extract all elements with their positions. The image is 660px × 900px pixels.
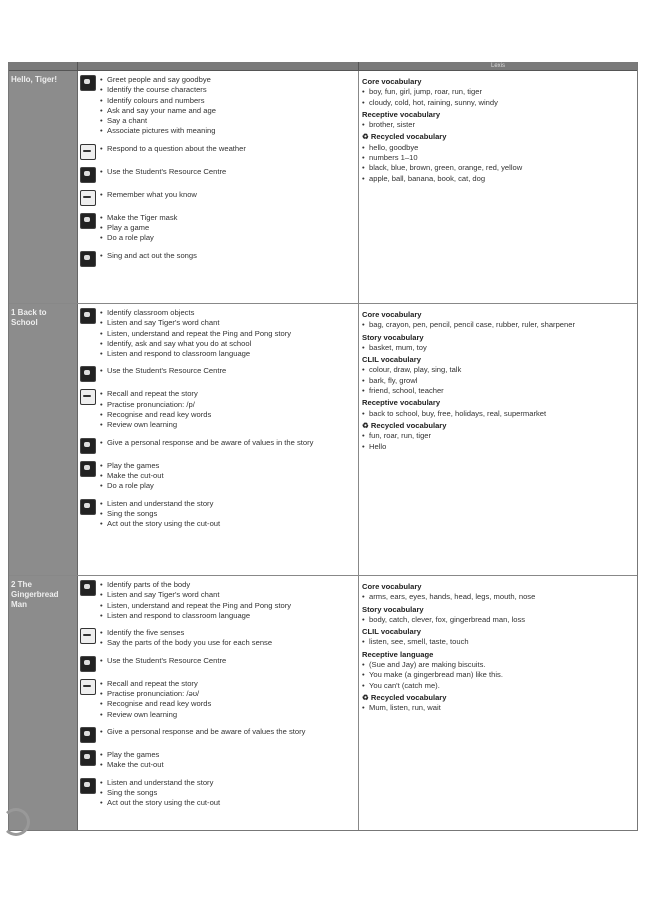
craft-icon bbox=[80, 750, 96, 766]
unit-row bbox=[9, 71, 637, 304]
vocab-item: • apple, ball, banana, book, cat, dog bbox=[362, 174, 634, 184]
objective-item: • Remember what you know bbox=[100, 190, 197, 200]
song-icon bbox=[80, 499, 96, 515]
vocabulary-cell bbox=[359, 304, 637, 575]
objective-item: • Do a role play bbox=[100, 481, 164, 491]
song-icon bbox=[80, 778, 96, 794]
vocab-heading: Receptive vocabulary bbox=[362, 398, 441, 408]
speech-icon bbox=[80, 580, 96, 596]
vocabulary-cell bbox=[359, 576, 637, 830]
vocab-item: • Mum, listen, run, wait bbox=[362, 703, 634, 713]
vocab-item: • cloudy, cold, hot, raining, sunny, windy bbox=[362, 98, 634, 108]
unit-title: 1 Back to School bbox=[9, 304, 78, 575]
objective-item: • Sing the songs bbox=[100, 788, 220, 798]
weather-icon bbox=[80, 144, 96, 160]
objective-group bbox=[80, 389, 356, 430]
objective-group bbox=[80, 190, 356, 206]
objective-item: • Do a role play bbox=[100, 233, 177, 243]
vocab-item: • boy, fun, girl, jump, roar, run, tiger bbox=[362, 87, 634, 97]
objective-item: • Play the games bbox=[100, 750, 164, 760]
craft-icon bbox=[80, 213, 96, 229]
objective-item: • Sing and act out the songs bbox=[100, 251, 197, 261]
vocab-item: • You can't (catch me). bbox=[362, 681, 634, 691]
objective-group bbox=[80, 75, 356, 137]
objective-item: • Make the cut-out bbox=[100, 760, 164, 770]
objective-item: • Give a personal response and be aware of values the story bbox=[100, 727, 305, 737]
vocab-item: • brother, sister bbox=[362, 120, 634, 130]
objective-group bbox=[80, 679, 356, 720]
objective-item: • Act out the story using the cut-out bbox=[100, 519, 220, 529]
objective-group bbox=[80, 251, 356, 267]
vocab-item: • Hello bbox=[362, 442, 634, 452]
senses-icon bbox=[80, 628, 96, 644]
objectives-cell bbox=[78, 576, 359, 830]
vocab-item: • back to school, buy, free, holidays, real, supermarket bbox=[362, 409, 634, 419]
vocab-item: • colour, draw, play, sing, talk bbox=[362, 365, 634, 375]
objective-item: • Practise pronunciation: /p/ bbox=[100, 400, 211, 410]
unit-title: 2 The Gingerbread Man bbox=[9, 576, 78, 830]
objective-item: • Act out the story using the cut-out bbox=[100, 798, 220, 808]
objective-group bbox=[80, 750, 356, 771]
unit-row bbox=[9, 304, 637, 576]
objective-item: • Respond to a question about the weather bbox=[100, 144, 246, 154]
objective-item: • Ask and say your name and age bbox=[100, 106, 216, 116]
objective-item: • Listen, understand and repeat the Ping and Pong story bbox=[100, 601, 291, 611]
vocabulary-cell bbox=[359, 71, 637, 303]
resource-centre-icon bbox=[80, 167, 96, 183]
vocab-item: • bag, crayon, pen, pencil, pencil case, rubber, ruler, sharpener bbox=[362, 320, 634, 330]
recycle-icon: ♻ bbox=[362, 420, 371, 430]
vocab-heading: CLIL vocabulary bbox=[362, 627, 421, 637]
objective-item: • Play the games bbox=[100, 461, 164, 471]
song-icon bbox=[80, 251, 96, 267]
objective-group bbox=[80, 778, 356, 809]
vocab-heading: Recycled vocabulary bbox=[370, 132, 447, 142]
objective-group bbox=[80, 144, 356, 160]
objective-item: • Recall and repeat the story bbox=[100, 389, 211, 399]
resource-centre-icon bbox=[80, 366, 96, 382]
vocab-heading: CLIL vocabulary bbox=[362, 355, 421, 365]
review-icon bbox=[80, 389, 96, 405]
objective-item: • Say the parts of the body you use for each sense bbox=[100, 638, 272, 648]
objective-item: • Use the Student's Resource Centre bbox=[100, 366, 226, 376]
objective-item: • Listen and respond to classroom language bbox=[100, 349, 291, 359]
vocab-item: • listen, see, smell, taste, touch bbox=[362, 637, 634, 647]
objective-item: • Greet people and say goodbye bbox=[100, 75, 216, 85]
objective-item: • Associate pictures with meaning bbox=[100, 126, 216, 136]
objective-group bbox=[80, 727, 356, 743]
objective-item: • Make the Tiger mask bbox=[100, 213, 177, 223]
objective-group bbox=[80, 366, 356, 382]
resource-centre-icon bbox=[80, 656, 96, 672]
page-logo-icon bbox=[2, 808, 30, 836]
objective-item: • Identify the five senses bbox=[100, 628, 272, 638]
vocab-item: • You make (a gingerbread man) like this. bbox=[362, 670, 634, 680]
objective-item: • Say a chant bbox=[100, 116, 216, 126]
objective-group bbox=[80, 656, 356, 672]
objective-item: • Practise pronunciation: /əʊ/ bbox=[100, 689, 211, 699]
objective-group bbox=[80, 438, 356, 454]
craft-icon bbox=[80, 461, 96, 477]
vocab-item: • bark, fly, growl bbox=[362, 376, 634, 386]
objective-group bbox=[80, 628, 356, 649]
objective-item: • Sing the songs bbox=[100, 509, 220, 519]
objective-group bbox=[80, 308, 356, 359]
objective-item: • Play a game bbox=[100, 223, 177, 233]
objective-item: • Make the cut-out bbox=[100, 471, 164, 481]
objective-item: • Identify parts of the body bbox=[100, 580, 291, 590]
vocab-heading: Story vocabulary bbox=[362, 332, 424, 342]
objective-group bbox=[80, 499, 356, 530]
vocab-item: • black, blue, brown, green, orange, red, yellow bbox=[362, 163, 634, 173]
recycle-icon: ♻ bbox=[362, 132, 371, 142]
unit-row bbox=[9, 576, 637, 830]
header-lexis: Lexis bbox=[490, 63, 505, 69]
speech-icon bbox=[80, 75, 96, 91]
table-header bbox=[9, 62, 637, 71]
objective-item: • Identify, ask and say what you do at school bbox=[100, 339, 291, 349]
vocab-item: • body, catch, clever, fox, gingerbread man, loss bbox=[362, 615, 634, 625]
objective-group bbox=[80, 213, 356, 244]
values-icon bbox=[80, 727, 96, 743]
objective-item: • Give a personal response and be aware of values in the story bbox=[100, 438, 313, 448]
objective-item: • Listen and understand the story bbox=[100, 778, 220, 788]
vocab-item: • numbers 1–10 bbox=[362, 153, 634, 163]
objective-item: • Recall and repeat the story bbox=[100, 679, 211, 689]
vocab-heading: Core vocabulary bbox=[362, 77, 422, 86]
objective-item: • Listen and say Tiger's word chant bbox=[100, 590, 291, 600]
vocab-item: • fun, roar, run, tiger bbox=[362, 431, 634, 441]
objectives-cell bbox=[78, 304, 359, 575]
vocab-item: • (Sue and Jay) are making biscuits. bbox=[362, 660, 634, 670]
vocab-item: • basket, mum, toy bbox=[362, 343, 634, 353]
objective-item: • Listen and say Tiger's word chant bbox=[100, 318, 291, 328]
objective-group bbox=[80, 580, 356, 621]
unit-title: Hello, Tiger! bbox=[9, 71, 78, 303]
vocab-heading: Receptive vocabulary bbox=[362, 109, 441, 119]
vocab-heading: Core vocabulary bbox=[362, 310, 422, 319]
syllabus-table bbox=[8, 62, 638, 831]
objective-item: • Use the Student's Resource Centre bbox=[100, 167, 226, 177]
recycle-icon: ♻ bbox=[362, 692, 371, 702]
objective-item: • Review own learning bbox=[100, 420, 211, 430]
objective-item: • Identify the course characters bbox=[100, 85, 216, 95]
review-icon bbox=[80, 679, 96, 695]
objective-item: • Use the Student's Resource Centre bbox=[100, 656, 226, 666]
vocab-item: • arms, ears, eyes, hands, head, legs, mouth, nose bbox=[362, 592, 634, 602]
objective-item: • Identify colours and numbers bbox=[100, 96, 216, 106]
objective-item: • Recognise and read key words bbox=[100, 699, 211, 709]
vocab-heading: Recycled vocabulary bbox=[370, 420, 447, 430]
review-icon bbox=[80, 190, 96, 206]
objective-item: • Identify classroom objects bbox=[100, 308, 291, 318]
vocab-heading: Recycled vocabulary bbox=[370, 692, 447, 702]
vocab-heading: Core vocabulary bbox=[362, 582, 422, 591]
vocab-heading: Receptive language bbox=[362, 649, 434, 659]
values-icon bbox=[80, 438, 96, 454]
objective-item: • Listen and understand the story bbox=[100, 499, 220, 509]
vocab-heading: Story vocabulary bbox=[362, 604, 424, 614]
objective-item: • Review own learning bbox=[100, 710, 211, 720]
speech-icon bbox=[80, 308, 96, 324]
objective-group bbox=[80, 167, 356, 183]
vocab-item: • friend, school, teacher bbox=[362, 386, 634, 396]
objective-group bbox=[80, 461, 356, 492]
objective-item: • Recognise and read key words bbox=[100, 410, 211, 420]
objectives-cell bbox=[78, 71, 359, 303]
vocab-item: • hello, goodbye bbox=[362, 143, 634, 153]
objective-item: • Listen, understand and repeat the Ping and Pong story bbox=[100, 329, 291, 339]
objective-item: • Listen and respond to classroom language bbox=[100, 611, 291, 621]
